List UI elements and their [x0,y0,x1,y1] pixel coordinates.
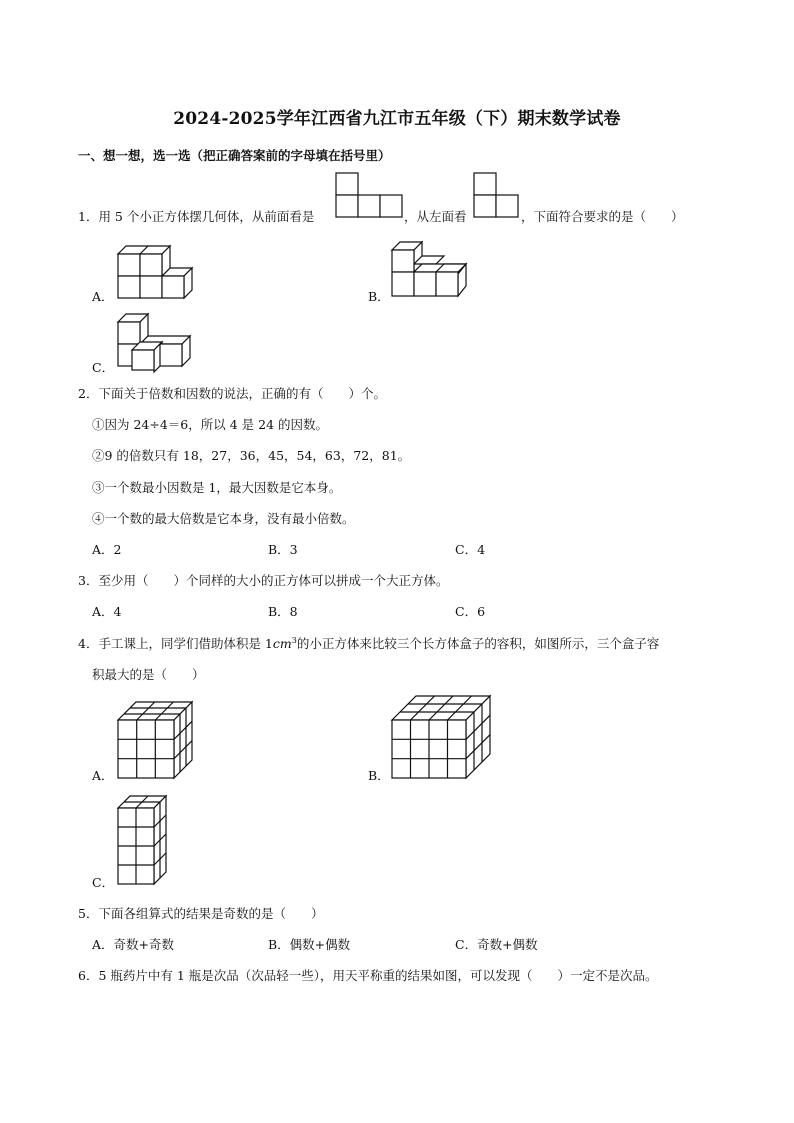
option-b-cube-figure [392,240,476,300]
question-2-stem: 2．下面关于倍数和因数的说法，正确的有（ ）个。 [78,386,386,401]
question-2-statement-3: ③一个数最小因数是 1，最大因数是它本身。 [92,480,342,495]
question-1-option-a-label: A． [92,289,114,304]
question-4-stem-line-2: 积最大的是（ ） [92,667,205,682]
option-a-cube-figure [118,240,194,298]
question-2-option-b: B．3 [268,542,298,557]
question-2-option-c: C．4 [455,542,486,557]
left-view-figure [474,173,520,219]
question-3-option-a: A．4 [92,604,122,619]
question-2-statement-2: ②9 的倍数只有 18，27，36，45，54，63，72，81。 [92,448,411,463]
question-1-stem-b: ，从左面看 [404,209,467,224]
question-6-stem: 6．5 瓶药片中有 1 瓶是次品（次品轻一些），用天平称重的结果如图，可以发现（ ）一定不是次品。 [78,968,658,983]
question-1-option-c-label: C． [92,360,115,375]
question-1-option-b-label: B． [368,289,390,304]
question-2-option-a: A．2 [92,542,122,557]
box-b-4x3x2-figure [392,696,492,778]
question-3-stem: 3．至少用（ ）个同样的大小的正方体可以拼成一个大正方体。 [78,573,449,588]
question-2-statement-4: ④一个数的最大倍数是它本身，没有最小倍数。 [92,511,355,526]
question-5-option-a: A．奇数+奇数 [92,937,175,952]
question-1-stem-a: 1．用 5 个小正方体摆几何体，从前面看是 [78,209,315,224]
question-1-stem-c: ，下面符合要求的是（ ） [521,209,684,224]
question-4-option-a-label: A． [92,768,114,783]
box-a-3x3x3-figure [118,702,194,778]
box-c-2x2x4-figure [118,796,168,886]
question-4-option-c-label: C． [92,875,115,890]
question-4-stem-line-1 [78,634,659,652]
question-4-stem-a: 4．手工课上，同学们借助体积是 1 [78,636,273,651]
question-5-option-b: B．偶数+偶数 [268,937,351,952]
volume-unit-exponent: 3 [291,635,297,645]
question-3-option-b: B．8 [268,604,298,619]
page-title: 2024-2025学年江西省九江市五年级（下）期末数学试卷 [173,109,621,129]
section-heading: 一、想一想，选一选（把正确答案前的字母填在括号里） [78,148,391,163]
question-5-option-c: C．奇数+偶数 [455,937,538,952]
question-4-stem-b: 的小正方体来比较三个长方体盒子的容积，如图所示，三个盒子容 [296,636,660,651]
front-view-figure [336,173,404,219]
volume-unit: cm [272,636,292,651]
question-4-option-b-label: B． [368,768,390,783]
question-5-stem: 5．下面各组算式的结果是奇数的是（ ） [78,906,324,921]
option-c-cube-figure [116,312,192,370]
question-3-option-c: C．6 [455,604,486,619]
question-2-statement-1: ①因为 24÷4＝6，所以 4 是 24 的因数。 [92,417,329,432]
